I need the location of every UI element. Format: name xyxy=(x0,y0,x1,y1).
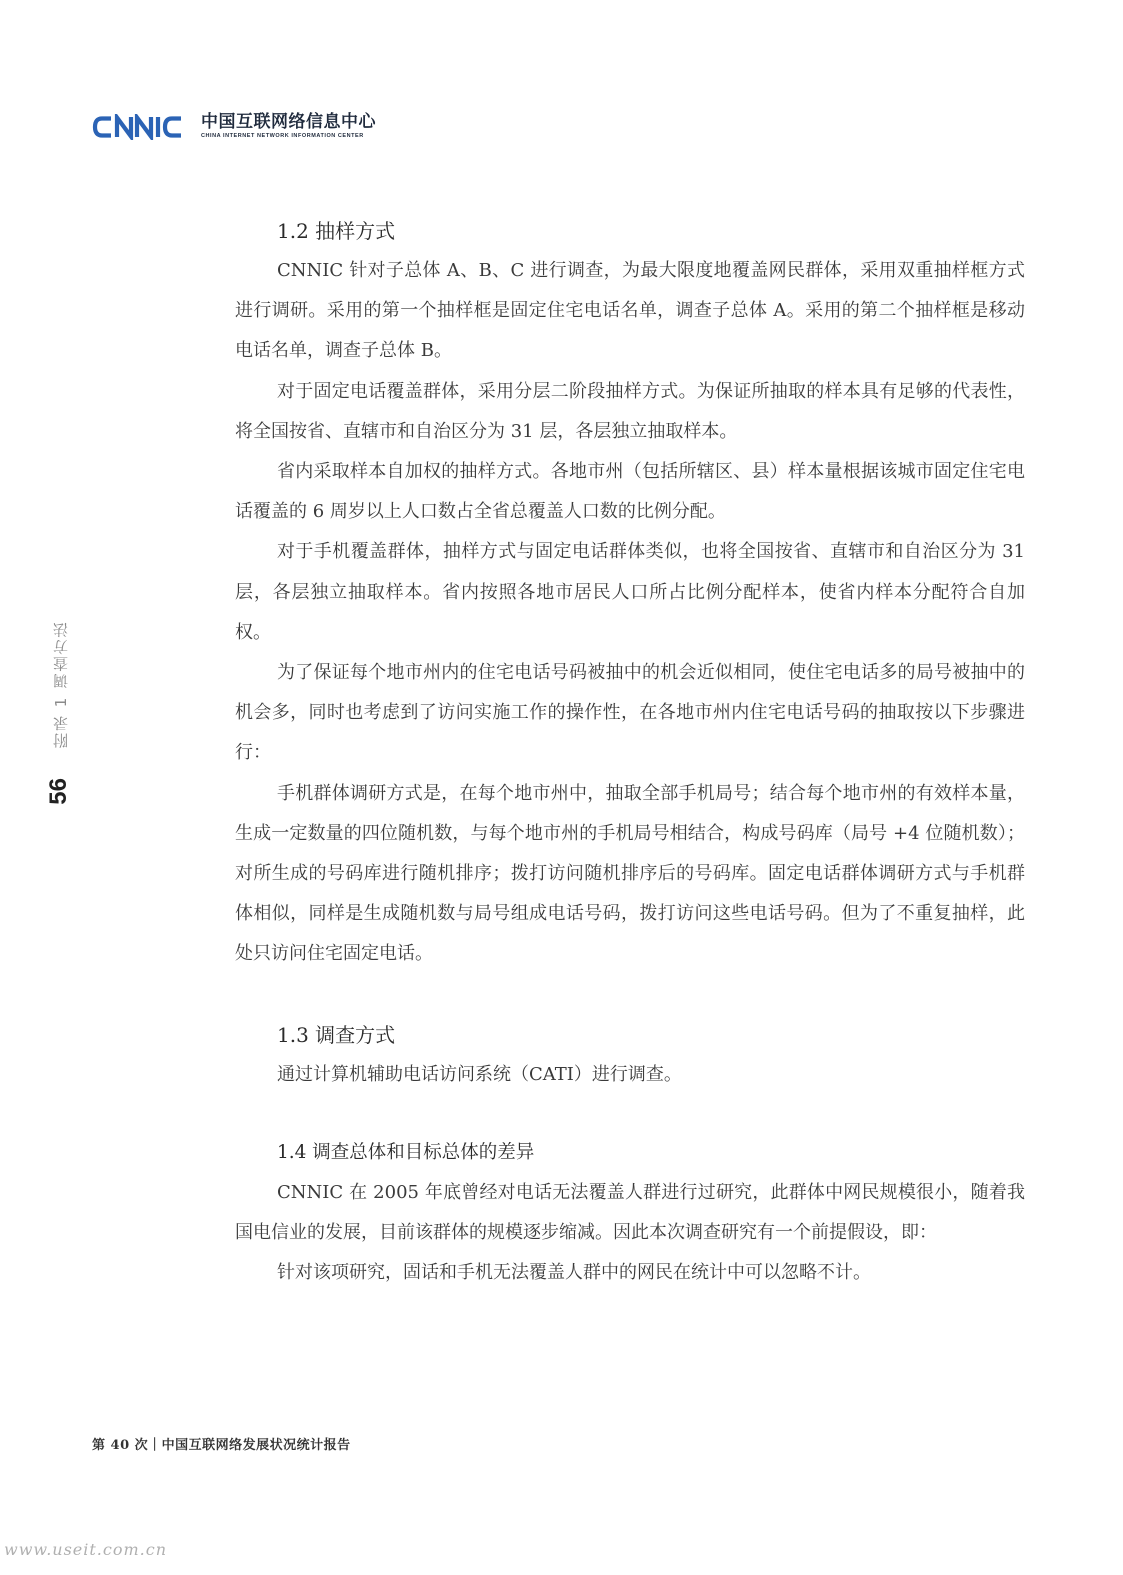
paragraph: 通过计算机辅助电话访问系统（CATI）进行调查。 xyxy=(277,1063,682,1085)
paragraph: 对于固定电话覆盖群体，采用分层二阶段抽样方式。为保证所抽取的样本具有足够的代表性，将全国按省、直辖市和自治区分为 31 层，各层独立抽取样本。 xyxy=(235,380,1025,442)
report-footer: 第 40 次｜中国互联网络发展状况统计报告 xyxy=(92,1438,351,1453)
section-sampling xyxy=(235,211,1025,975)
paragraph: CNNIC 在 2005 年底曾经对电话无法覆盖人群进行过研究，此群体中网民规模很小，随着我国电信业的发展，目前该群体的规模逐步缩减。因此本次调查研究有一个前提假设，即： xyxy=(235,1181,1025,1244)
section-heading: 1.3 调查方式 xyxy=(277,1022,396,1047)
paragraph: CNNIC 针对子总体 A、B、C 进行调查，为最大限度地覆盖网民群体，采用双重抽样框方式进行调研。采用的第一个抽样框是固定住宅电话名单，调查子总体 A。采用的第二个抽样框是移动电话名单，调查子总体 B。 xyxy=(235,260,1025,362)
org-name-en: CHINA INTERNET NETWORK INFORMATION CENTER xyxy=(201,133,364,139)
paragraph: 省内采取样本自加权的抽样方式。各地市州（包括所辖区、县）样本量根据该城市固定住宅电话覆盖的 6 周岁以上人口数占全省总覆盖人口数的比例分配。 xyxy=(235,461,1025,523)
section-side-label: 附录 1 调查方法 xyxy=(52,620,70,748)
section-heading: 1.4 调查总体和目标总体的差异 xyxy=(277,1141,535,1163)
paragraph: 针对该项研究，固话和手机无法覆盖人群中的网民在统计中可以忽略不计。 xyxy=(277,1262,871,1284)
page-number: 56 xyxy=(45,778,72,805)
section-survey-method xyxy=(235,1015,1025,1095)
cnnic-logo-mark xyxy=(92,114,194,140)
cnnic-logo xyxy=(92,113,376,140)
watermark: www.useit.com.cn xyxy=(4,1540,168,1559)
section-population-difference xyxy=(235,1133,1025,1294)
paragraph: 对于手机覆盖群体，抽样方式与固定电话群体类似，也将全国按省、直辖市和自治区分为 31 层，各层独立抽取样本。省内按照各地市居民人口所占比例分配样本，使省内样本分配符合自加权。 xyxy=(235,541,1025,643)
section-heading: 1.2 抽样方式 xyxy=(277,219,396,243)
paragraph: 为了保证每个地市州内的住宅电话号码被抽中的机会近似相同，使住宅电话多的局号被抽中的机会多，同时也考虑到了访问实施工作的操作性，在各地市州内住宅电话号码的抽取按以下步骤进行： xyxy=(235,662,1025,764)
main-content xyxy=(235,211,1025,1293)
paragraph: 手机群体调研方式是，在每个地市州中，抽取全部手机局号；结合每个地市州的有效样本量，生成一定数量的四位随机数，与每个地市州的手机局号相结合，构成号码库（局号 +4 位随机数）；对所生成的号码库进行随机排序；拨打访问随机排序后的号码库。固定电话群体调研方式与手机群体相似，同样是生成随机数与局号组成电话号码，拨打访问这些电话号码。但为了不重复抽样，此处只访问住宅固定电话。 xyxy=(235,782,1025,965)
org-name-cn: 中国互联网络信息中心 xyxy=(201,112,376,132)
